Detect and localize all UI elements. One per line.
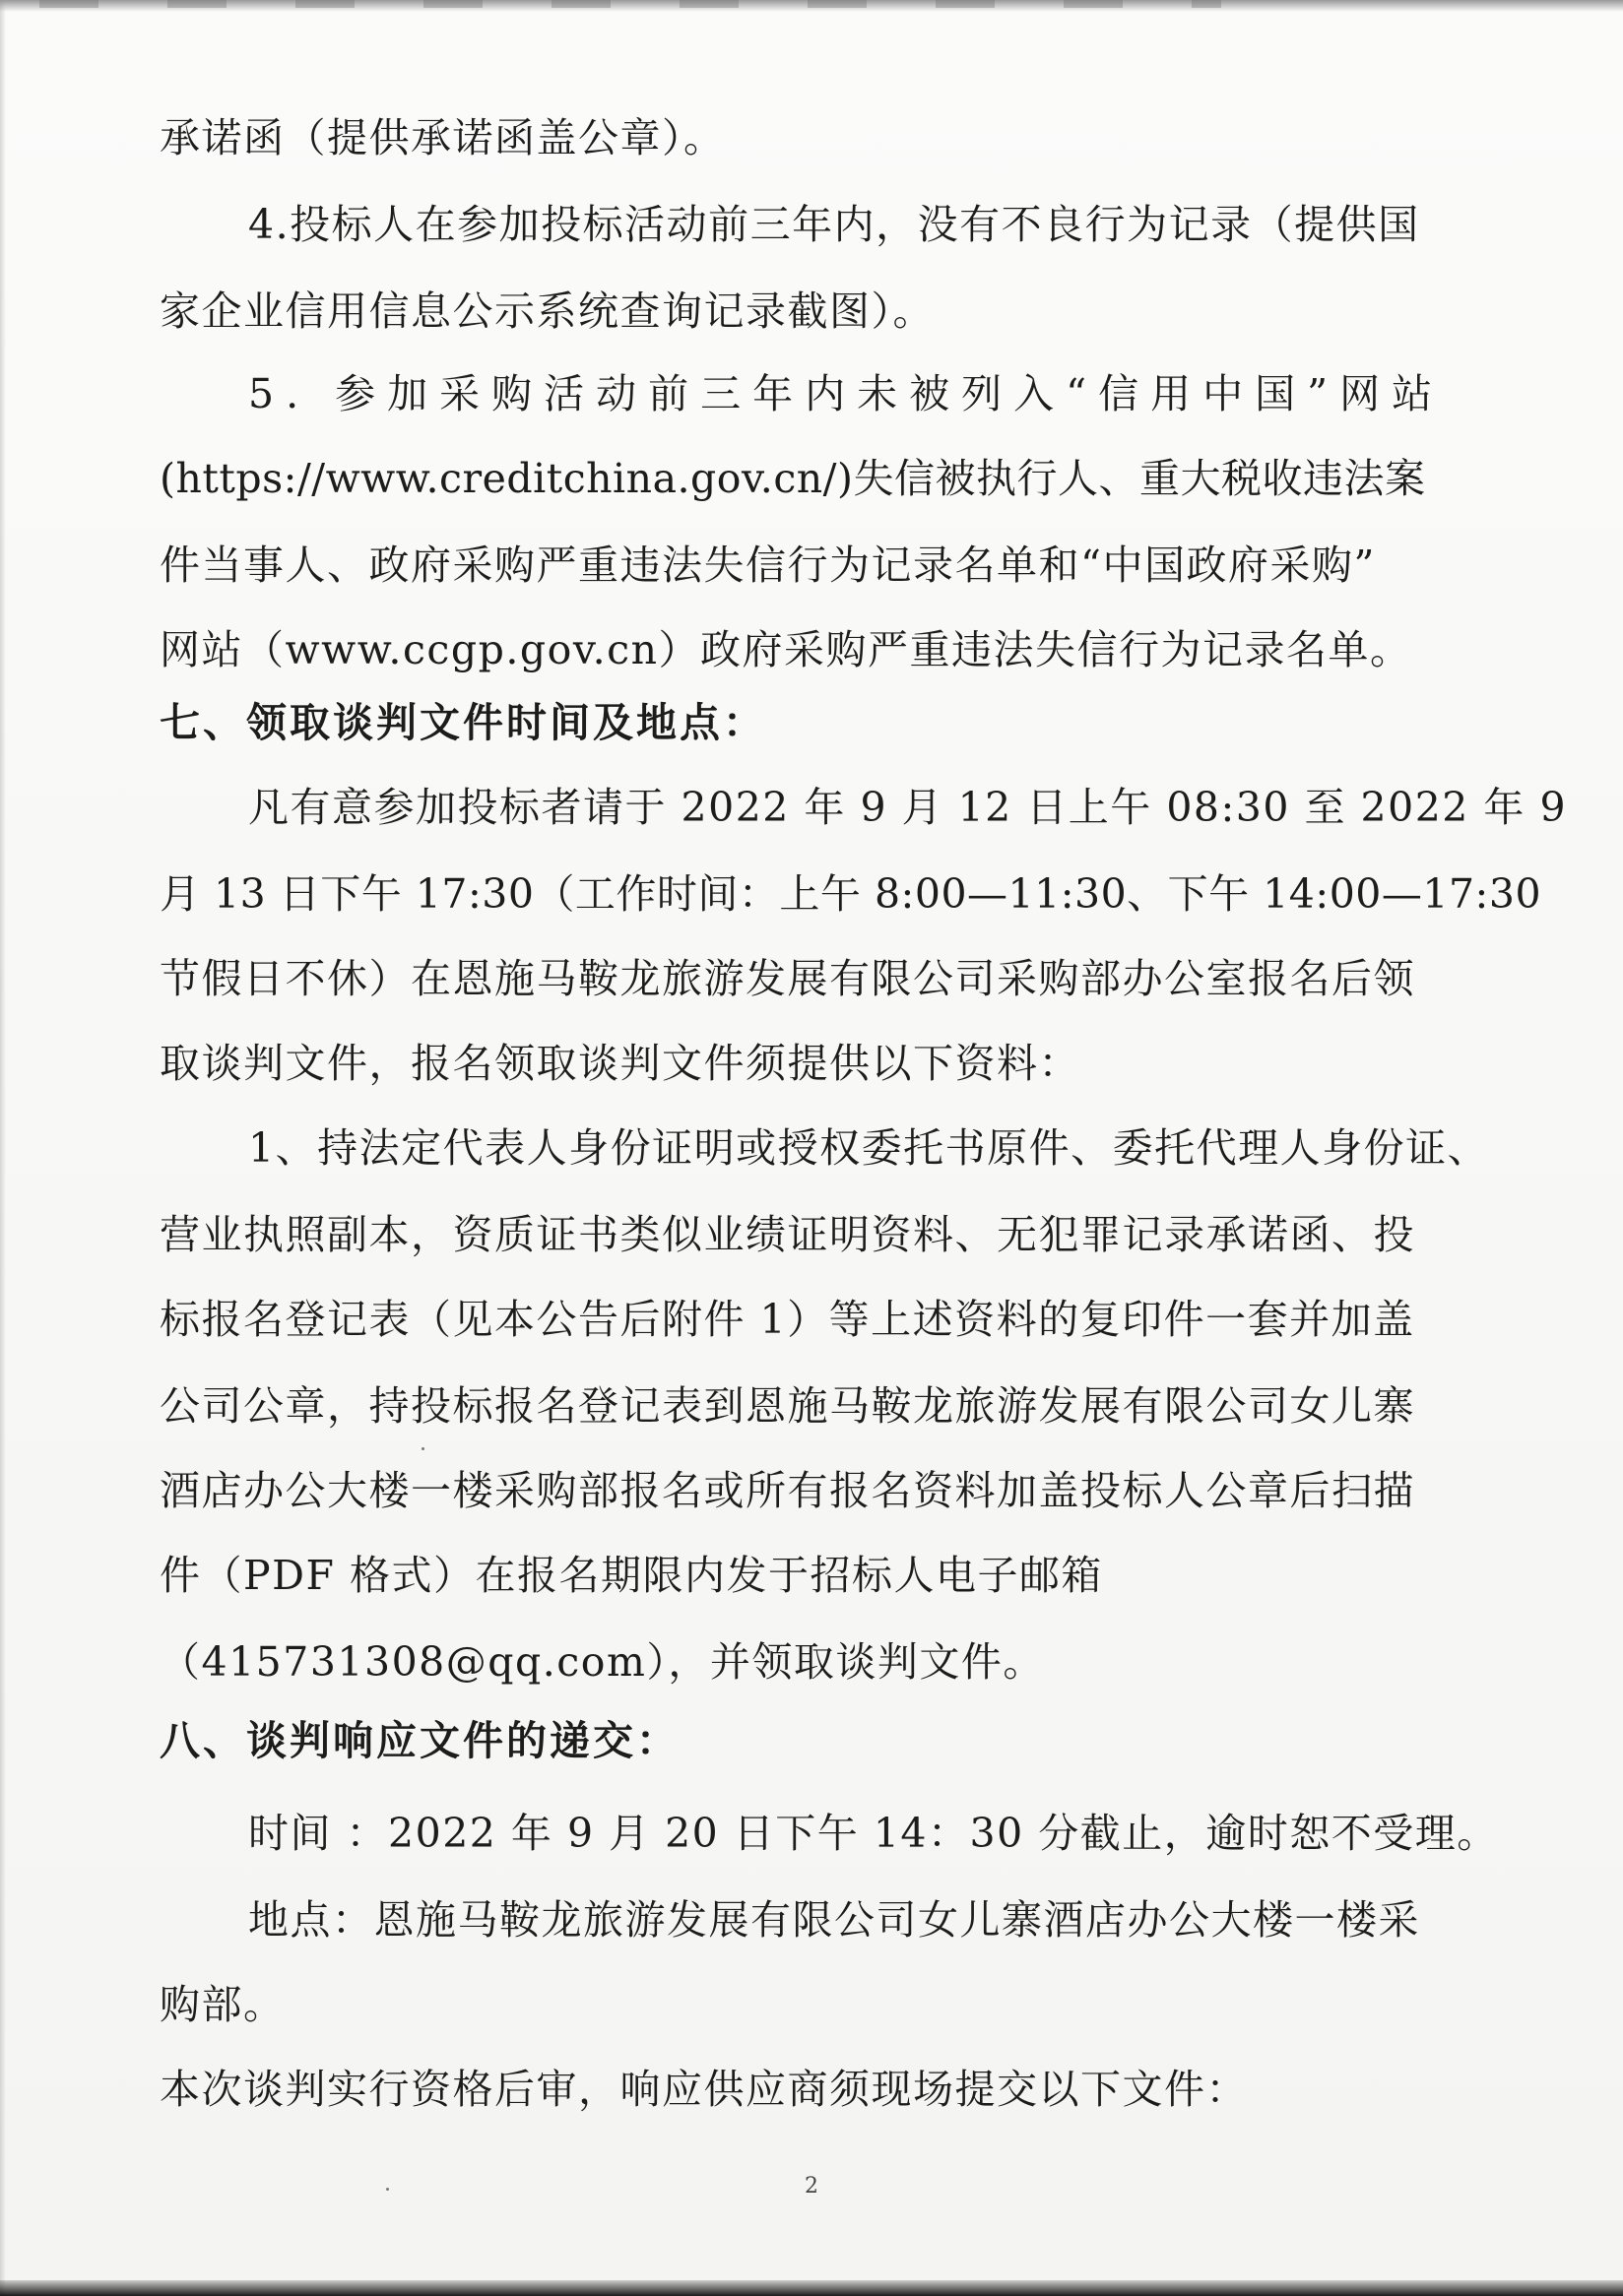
doc-line-23: 购部。 [160,1981,286,2028]
doc-line-12: 取谈判文件，报名领取谈判文件须提供以下资料： [160,1040,1080,1087]
doc-line-21: 时间 ：2022 年 9 月 20 日下午 14：30 分截止，逾时恕不受理。 [248,1810,1499,1857]
doc-line-17: 酒店办公大楼一楼采购部报名或所有报名资料加盖投标人公章后扫描 [160,1467,1415,1514]
scan-bottom-edge [0,2280,1623,2296]
doc-line-3: 家企业信用信息公示系统查询记录截图）。 [160,287,935,335]
scan-speck [422,1447,424,1450]
doc-line-24: 本次谈判实行资格后审，响应供应商须现场提交以下文件： [160,2066,1248,2113]
scan-top-marks [39,0,1221,8]
doc-line-14: 营业执照副本，资质证书类似业绩证明资料、无犯罪记录承诺函、投 [160,1211,1415,1258]
doc-line-15: 标报名登记表（见本公告后附件 1）等上述资料的复印件一套并加盖 [160,1296,1415,1343]
doc-line-1: 承诺函（提供承诺函盖公章）。 [160,114,726,161]
doc-line-18: 件（PDF 格式）在报名期限内发于招标人电子邮箱 [160,1552,1103,1599]
doc-line-13: 1、持法定代表人身份证明或授权委托书原件、委托代理人身份证、 [248,1124,1490,1172]
doc-line-2: 4.投标人在参加投标活动前三年内，没有不良行为记录（提供国 [248,201,1420,248]
doc-line-16: 公司公章，持投标报名登记表到恩施马鞍龙旅游发展有限公司女儿寨 [160,1382,1415,1430]
doc-line-9: 凡有意参加投标者请于 2022 年 9 月 12 日上午 08:30 至 2022 年 9 [248,784,1568,831]
scan-left-edge [0,0,6,2296]
doc-line-4: 5. 参加采购活动前三年内未被列入“信用中国”网站 [248,370,1445,417]
doc-line-5: (https://www.creditchina.gov.cn/)失信被执行人、重大税收违法案 [160,455,1426,502]
section-heading-seven: 七、领取谈判文件时间及地点： [160,699,766,746]
doc-line-6: 件当事人、政府采购严重违法失信行为记录名单和“中国政府采购” [160,542,1376,589]
doc-line-7: 网站（www.ccgp.gov.cn）政府采购严重违法失信行为记录名单。 [160,626,1412,673]
page-number: 2 [805,2174,818,2199]
doc-line-11: 节假日不休）在恩施马鞍龙旅游发展有限公司采购部办公室报名后领 [160,955,1415,1002]
scan-speck [386,2188,389,2191]
doc-line-10: 月 13 日下午 17:30（工作时间：上午 8:00—11:30、下午 14:00—17:30 [160,870,1542,918]
doc-line-19: （415731308@qq.com），并领取谈判文件。 [160,1638,1045,1686]
section-heading-eight: 八、谈判响应文件的递交： [160,1717,680,1764]
doc-line-22: 地点：恩施马鞍龙旅游发展有限公司女儿寨酒店办公大楼一楼采 [248,1896,1420,1944]
